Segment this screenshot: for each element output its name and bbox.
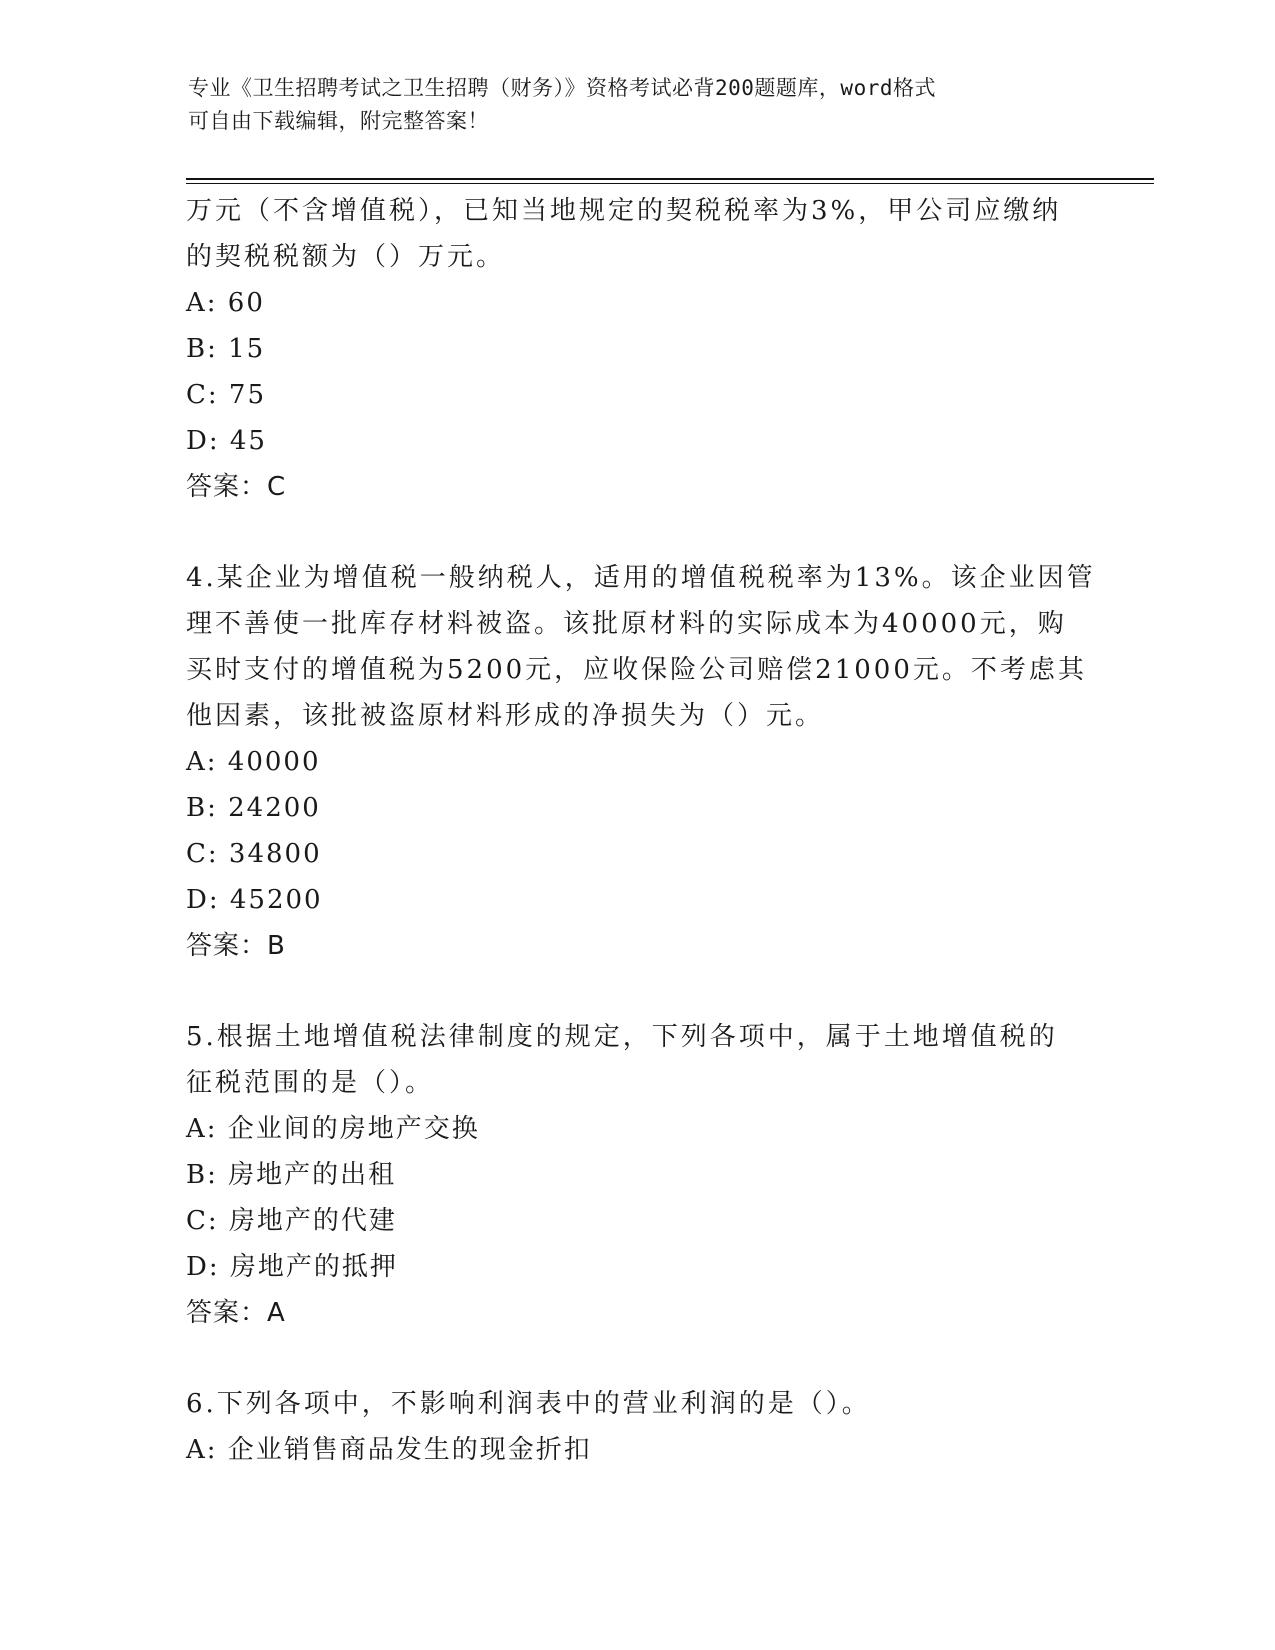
question-5-answer: 答案：A	[186, 1298, 286, 1328]
question-4-option-d: D: 45200	[186, 885, 323, 915]
question-4-stem-3: 买时支付的增值税为5200元，应收保险公司赔偿21000元。不考虑其	[186, 655, 1087, 685]
header-line-2: 可自由下载编辑，附完整答案！	[188, 109, 489, 133]
question-5	[186, 1014, 1086, 1336]
header-line-1: 专业《卫生招聘考试之卫生招聘（财务）》资格考试必背200题题库，word格式	[188, 76, 936, 100]
question-5-option-d: D: 房地产的抵押	[186, 1252, 398, 1282]
question-6-stem-1: 6.下列各项中，不影响利润表中的营业利润的是（）。	[186, 1389, 871, 1419]
question-3-option-b: B: 15	[186, 334, 266, 364]
question-6-option-a: A: 企业销售商品发生的现金折扣	[186, 1435, 592, 1465]
question-4-answer: 答案：B	[186, 931, 286, 961]
header-divider-thin	[186, 183, 1154, 184]
question-list	[186, 188, 1096, 1473]
document-header	[188, 72, 1088, 138]
question-5-option-c: C: 房地产的代建	[186, 1206, 397, 1236]
question-3	[186, 188, 1086, 510]
question-4-stem-1: 4.某企业为增值税一般纳税人，适用的增值税税率为13%。该企业因管	[186, 563, 1096, 593]
question-4-option-b: B: 24200	[186, 793, 321, 823]
question-3-option-c: C: 75	[186, 380, 267, 410]
question-3-stem-2: 的契税税额为（）万元。	[186, 242, 506, 272]
question-5-stem-1: 5.根据土地增值税法律制度的规定，下列各项中，属于土地增值税的	[186, 1022, 1058, 1052]
question-5-stem-2: 征税范围的是（）。	[186, 1068, 435, 1098]
question-4-option-a: A: 40000	[186, 747, 321, 777]
question-3-stem-1: 万元（不含增值税），已知当地规定的契税税率为3%，甲公司应缴纳	[186, 196, 1062, 226]
question-4	[186, 555, 1096, 969]
question-5-option-a: A: 企业间的房地产交换	[186, 1114, 480, 1144]
question-4-stem-4: 他因素，该批被盗原材料形成的净损失为（）元。	[186, 701, 825, 731]
question-3-answer: 答案：C	[186, 472, 287, 502]
question-3-option-a: A: 60	[186, 288, 265, 318]
question-6	[186, 1381, 1086, 1473]
question-5-option-b: B: 房地产的出租	[186, 1160, 397, 1190]
header-divider	[186, 178, 1154, 180]
question-4-option-c: C: 34800	[186, 839, 322, 869]
question-4-stem-2: 理不善使一批库存材料被盗。该批原材料的实际成本为40000元，购	[186, 609, 1067, 639]
question-3-option-d: D: 45	[186, 426, 267, 456]
